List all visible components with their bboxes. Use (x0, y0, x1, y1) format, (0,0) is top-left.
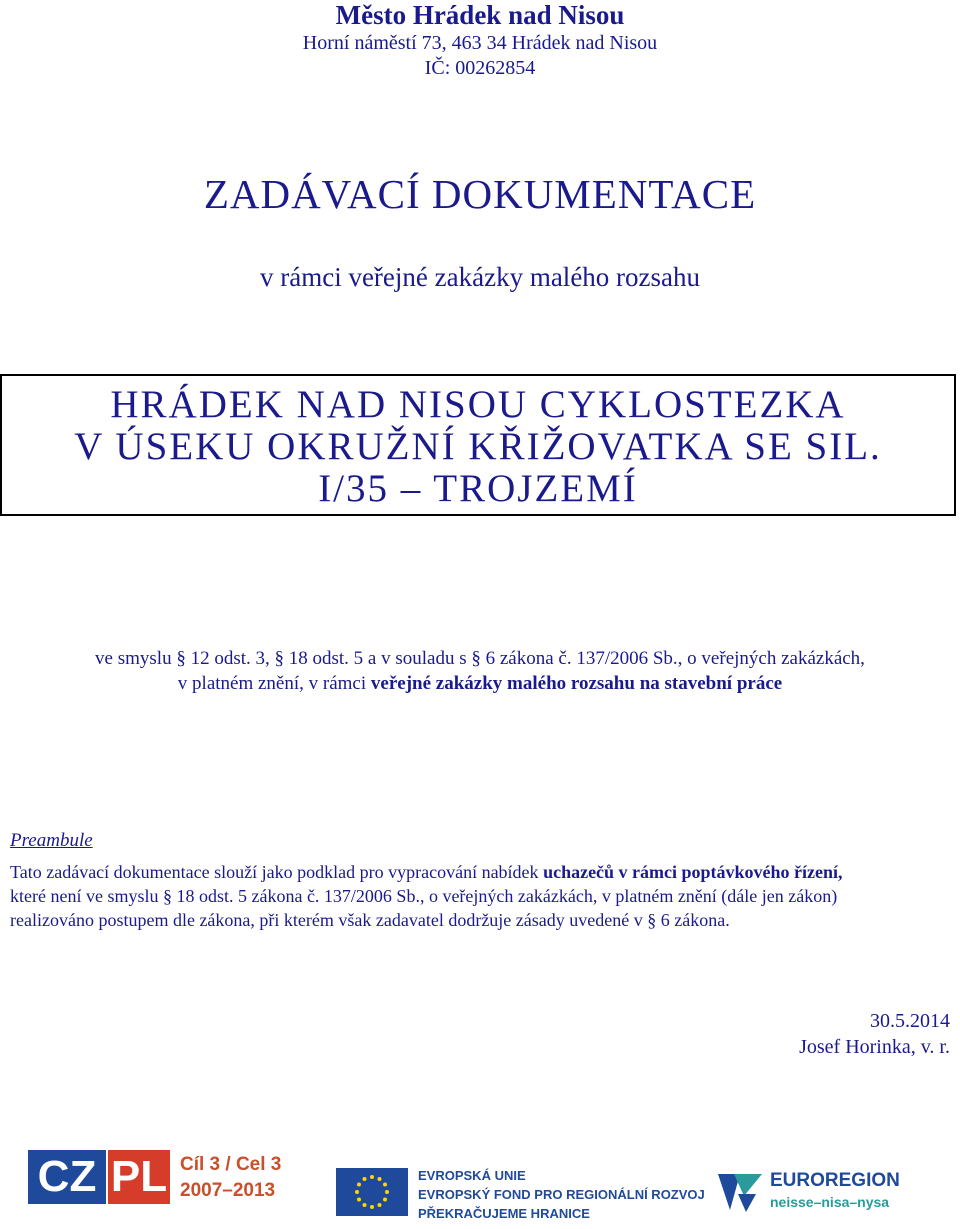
signature-date: 30.5.2014 (870, 1010, 950, 1032)
euroregion-title: EUROREGION (770, 1170, 900, 1191)
legal-basis-line-2 (0, 673, 960, 695)
organization-name: Město Hrádek nad Nisou (335, 0, 625, 30)
euroregion-logo (716, 1168, 916, 1218)
czpl-cz-block: CZ (28, 1150, 106, 1204)
project-title-line-2: V ÚSEKU OKRUŽNÍ KŘIŽOVATKA SE SIL. (74, 425, 882, 468)
eu-logo (336, 1164, 705, 1224)
project-title-line-1: HRÁDEK NAD NISOU CYKLOSTEZKA (110, 383, 846, 426)
preamble-line-1 (10, 862, 843, 883)
legal-basis-line-2-text: v platném znění, v rámci (177, 673, 371, 694)
document-subtitle: v rámci veřejné zakázky malého rozsahu (259, 262, 701, 292)
czpl-program-label: Cíl 3 / Cel 3 (180, 1154, 282, 1175)
project-title-box (0, 374, 956, 516)
signature-name: Josef Horinka, v. r. (799, 1036, 950, 1058)
preamble-line-1-bold: uchazečů v rámci poptávkového řízení, (543, 862, 843, 882)
preamble-line-1-text: Tato zadávací dokumentace slouží jako podklad pro vypracování nabídek (10, 862, 544, 882)
czpl-pl-block: PL (108, 1150, 170, 1204)
preamble-line-3: realizováno postupem dle zákona, při kterém však zadavatel dodržuje zásady uvedené v § 6 zákona. (10, 910, 730, 930)
eu-line-2: EVROPSKÝ FOND PRO REGIONÁLNÍ ROZVOJ (418, 1187, 705, 1202)
eu-flag-icon (336, 1168, 408, 1216)
euroregion-mark-icon (716, 1170, 764, 1214)
preamble-line-2: které není ve smyslu § 18 odst. 5 zákona č. 137/2006 Sb., o veřejných zakázkách, v platném znění (dále jen zákon) (10, 886, 838, 906)
eu-line-3: PŘEKRAČUJEME HRANICE (418, 1206, 590, 1221)
contract-type-bold: veřejné zakázky malého rozsahu na stavební práce (370, 673, 783, 694)
organization-id: IČ: 00262854 (424, 57, 536, 79)
project-title-line-3: I/35 – TROJZEMÍ (318, 467, 638, 510)
organization-address: Horní náměstí 73, 463 34 Hrádek nad Nisou (302, 32, 658, 54)
eu-line-1: EVROPSKÁ UNIE (418, 1168, 526, 1183)
legal-basis-line-1: ve smyslu § 12 odst. 3, § 18 odst. 5 a v souladu s § 6 zákona č. 137/2006 Sb., o veřejných zakázkách, (95, 648, 865, 669)
czpl-logo (28, 1150, 282, 1210)
document-title: ZADÁVACÍ DOKUMENTACE (203, 171, 757, 217)
czpl-program-period: 2007–2013 (180, 1180, 276, 1201)
preamble-heading: Preambule (10, 830, 93, 851)
euroregion-subtitle: neisse–nisa–nysa (770, 1194, 890, 1210)
